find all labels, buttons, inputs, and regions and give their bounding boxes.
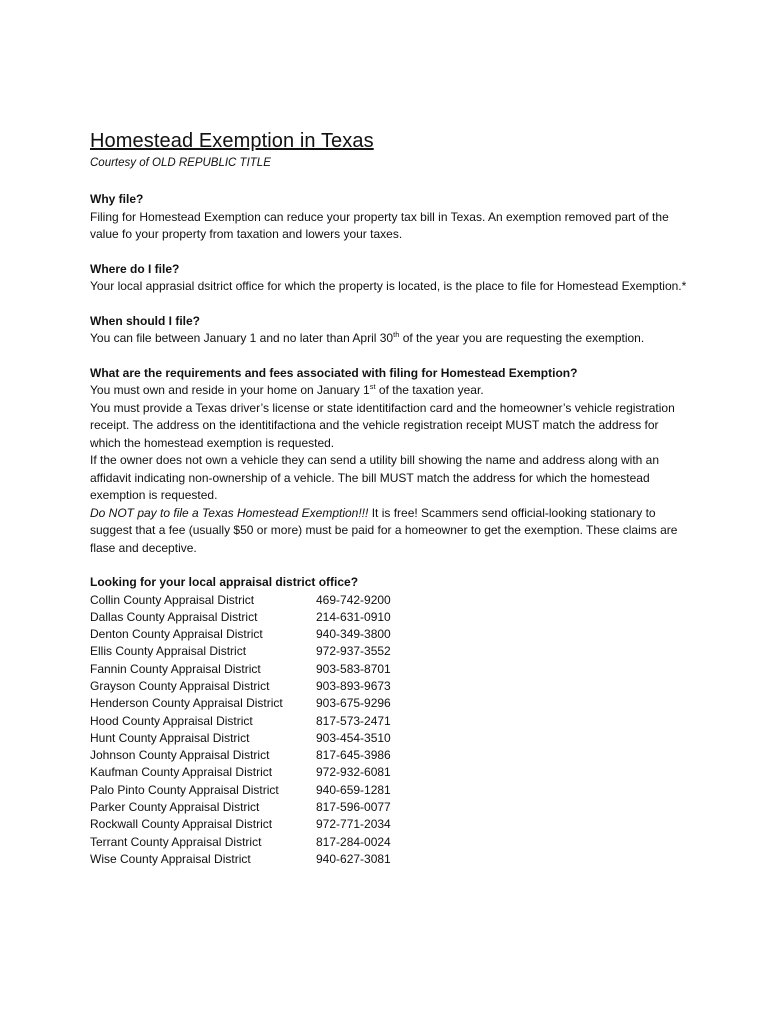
when-heading: When should I file? — [90, 313, 200, 328]
office-name: Fannin County Appraisal District — [90, 661, 261, 676]
document-page — [90, 130, 690, 885]
requirements-line-1 — [90, 382, 690, 400]
office-name: Henderson County Appraisal District — [90, 696, 283, 711]
table-row — [90, 782, 391, 799]
office-name: Hood County Appraisal District — [90, 713, 253, 728]
office-phone: 817-645-3986 — [316, 748, 391, 763]
when-body-after: of the year you are requesting the exemption. — [399, 331, 645, 345]
office-phone: 903-893-9673 — [316, 678, 391, 693]
table-row — [90, 764, 391, 781]
office-phone: 903-583-8701 — [316, 661, 391, 676]
office-name: Ellis County Appraisal District — [90, 644, 247, 659]
office-phone: 469-742-9200 — [316, 592, 391, 607]
table-row — [90, 799, 391, 816]
office-phone: 940-349-3800 — [316, 627, 391, 642]
office-phone: 817-573-2471 — [316, 713, 391, 728]
office-name: Collin County Appraisal District — [90, 592, 255, 607]
table-row — [90, 816, 391, 833]
table-row — [90, 730, 391, 747]
when-section — [90, 313, 690, 348]
table-row — [90, 834, 391, 851]
when-body-sup: th — [393, 330, 400, 339]
table-row — [90, 695, 391, 712]
office-phone: 817-596-0077 — [316, 800, 391, 815]
why-heading: Why file? — [90, 192, 144, 206]
office-phone: 940-659-1281 — [316, 782, 391, 797]
table-row — [90, 678, 391, 695]
requirements-line-3: If the owner does not own a vehicle they can send a utility bill showing the name and address along with an affidavit indicating non-ownership of a vehicle. The bill MUST match the address for which the homestead exemption is requested. — [90, 453, 660, 502]
requirements-section — [90, 365, 690, 558]
where-body: Your local apprasial dsitrict office for which the property is located, is the place to file for Homestead Exemption.* — [90, 279, 687, 293]
when-body — [90, 330, 690, 348]
requirements-line-1-after: of the taxation year. — [375, 383, 484, 397]
office-phone: 903-675-9296 — [316, 696, 391, 711]
requirements-line-1-sup: st — [369, 382, 376, 391]
requirements-warning — [90, 505, 690, 558]
office-phone: 972-771-2034 — [316, 817, 391, 832]
why-section — [90, 191, 690, 244]
office-name: Grayson County Appraisal District — [90, 678, 270, 693]
office-name: Palo Pinto County Appraisal District — [90, 782, 279, 797]
table-row — [90, 643, 391, 660]
office-name: Denton County Appraisal District — [90, 627, 263, 642]
office-name: Johnson County Appraisal District — [90, 748, 270, 763]
table-row — [90, 661, 391, 678]
why-body: Filing for Homestead Exemption can reduce your property tax bill in Texas. An exemption removed part of the value fo your property from taxation and lowers your taxes. — [90, 209, 669, 241]
office-phone: 903-454-3510 — [316, 730, 391, 745]
requirements-line-1-before: You must own and reside in your home on January 1 — [90, 383, 370, 397]
office-name: Kaufman County Appraisal District — [90, 765, 273, 780]
requirements-heading: What are the requirements and fees associated with filing for Homestead Exemption? — [90, 365, 578, 380]
requirements-warning-rest: It is free! Scammers send official-looking stationary to suggest that a fee (usually $50 or more) must be paid for a homeowner to get the exemption. These claims are flase and deceptive. — [90, 505, 678, 555]
document-title: Homestead Exemption in Texas — [90, 130, 374, 152]
offices-heading: Looking for your local appraisal district office? — [90, 575, 359, 589]
office-name: Hunt County Appraisal District — [90, 730, 250, 745]
table-row — [90, 851, 391, 868]
office-name: Terrant County Appraisal District — [90, 834, 262, 849]
office-phone: 817-284-0024 — [316, 834, 391, 849]
requirements-warning-italic: Do NOT pay to file a Texas Homestead Exemption!!! — [90, 505, 369, 520]
table-row — [90, 747, 391, 764]
office-name: Wise County Appraisal District — [90, 851, 251, 866]
where-heading: Where do I file? — [90, 261, 180, 276]
office-phone: 972-932-6081 — [316, 765, 391, 780]
where-section — [90, 261, 690, 296]
office-phone: 214-631-0910 — [316, 609, 391, 624]
office-name: Parker County Appraisal District — [90, 800, 260, 815]
table-row — [90, 626, 391, 643]
table-row — [90, 713, 391, 730]
office-name: Dallas County Appraisal District — [90, 609, 258, 624]
requirements-line-2: You must provide a Texas driver’s license or state identitifaction card and the homeowner’s vehicle registration receipt. The address on the identitifactiona and the vehicle registration receipt MUST match the address for which the homestead exemption is requested. — [90, 400, 675, 450]
offices-table — [90, 592, 391, 869]
office-phone: 972-937-3552 — [316, 644, 391, 659]
office-phone: 940-627-3081 — [316, 851, 391, 866]
table-row — [90, 592, 391, 609]
table-row — [90, 609, 391, 626]
document-subtitle: Courtesy of OLD REPUBLIC TITLE — [90, 157, 271, 169]
offices-section — [90, 574, 690, 868]
when-body-before: You can file between January 1 and no later than April 30 — [90, 331, 394, 345]
office-name: Rockwall County Appraisal District — [90, 817, 273, 832]
